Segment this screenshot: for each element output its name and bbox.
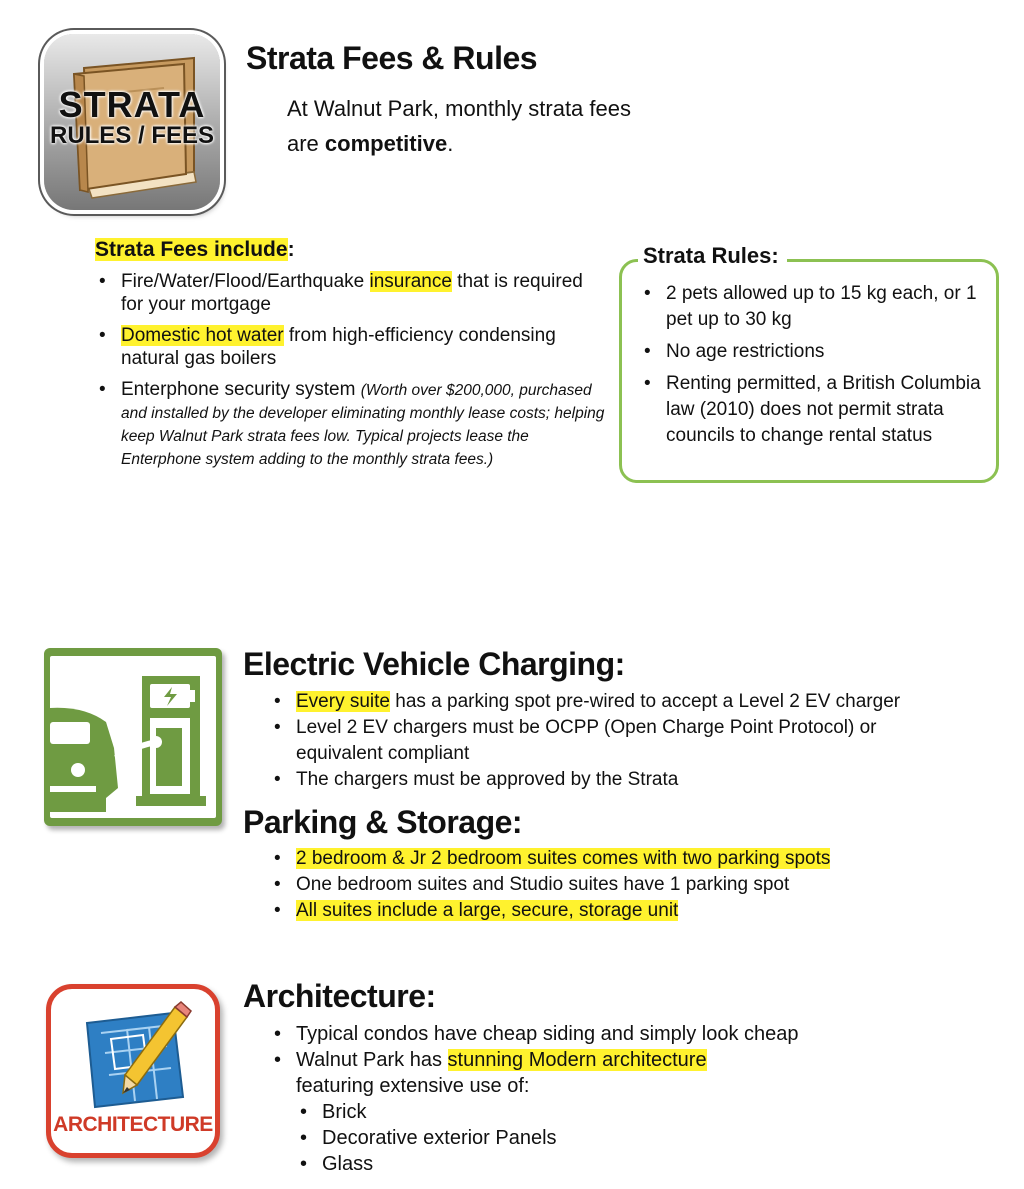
- list-item: [270, 1047, 890, 1099]
- list-item: [270, 898, 950, 924]
- strata-fees-title: [95, 238, 605, 262]
- arch-item-text: Walnut Park has: [296, 1049, 448, 1071]
- ev-charging-icon: [44, 648, 222, 826]
- fee-item-note: (Worth over $200,000, purchased and installed by the developer eliminating monthly lease costs; helping keep Walnut Park strata fees low. Typical projects lease the Enterphone system adding to the monthly strata fees.): [121, 382, 605, 468]
- parking-heading: Parking & Storage:: [243, 804, 523, 840]
- parking-list: [270, 846, 950, 924]
- strata-fees-list: [95, 270, 605, 470]
- strata-rules-title: Strata Rules:: [638, 243, 787, 269]
- strata-intro-line1: At Walnut Park, monthly strata fees: [287, 96, 631, 121]
- fee-item-text: Fire/Water/Flood/Earthquake: [121, 271, 370, 292]
- list-item: • Renting permitted, a British Columbia law (2010) does not permit strata councils to change rental status: [640, 371, 990, 449]
- ev-list: [270, 689, 950, 793]
- list-item: • The chargers must be approved by the Strata: [270, 767, 950, 793]
- architecture-list: [270, 1021, 890, 1099]
- strata-rules-list: [640, 281, 990, 455]
- ev-item-text: has a parking spot pre-wired to accept a Level 2 EV charger: [389, 691, 901, 712]
- strata-intro: [287, 91, 707, 161]
- list-item: [95, 324, 605, 370]
- list-item: [95, 270, 605, 316]
- icon-text-strata: STRATA: [58, 84, 206, 125]
- architecture-icon-label: ARCHITECTURE: [53, 1113, 213, 1136]
- strata-fees-title-colon: :: [287, 238, 295, 261]
- arch-item-text: featuring extensive use of:: [296, 1075, 530, 1097]
- strata-fees-title-text: Strata Fees include: [95, 238, 288, 261]
- list-item: • Glass: [296, 1151, 696, 1177]
- list-item: • Decorative exterior Panels: [296, 1125, 696, 1151]
- list-item: [270, 689, 950, 715]
- list-item: [95, 378, 605, 470]
- strata-intro-bold: competitive: [324, 131, 448, 156]
- architecture-icon: [46, 984, 220, 1158]
- architecture-heading: Architecture:: [243, 978, 436, 1014]
- list-item: • Brick: [296, 1099, 696, 1125]
- list-item: • One bedroom suites and Studio suites have 1 parking spot: [270, 872, 950, 898]
- car-charger-icon: [44, 648, 222, 826]
- ev-heading: Electric Vehicle Charging:: [243, 646, 625, 682]
- strata-intro-end: .: [447, 131, 454, 156]
- icon-text-rules-fees: RULES / FEES: [49, 122, 215, 149]
- arch-item-highlight: stunning Modern architecture: [447, 1049, 707, 1071]
- fee-item-text: that is required for your mortgage: [121, 271, 583, 315]
- list-item: • 2 pets allowed up to 15 kg each, or 1 pet up to 30 kg: [640, 281, 990, 333]
- architecture-materials-list: [296, 1099, 696, 1177]
- strata-fees-block: [95, 238, 605, 470]
- parking-item-highlight: 2 bedroom & Jr 2 bedroom suites comes with two parking spots: [296, 848, 831, 869]
- fee-item-highlight: Domestic hot water: [121, 325, 284, 346]
- ev-item-highlight: Every suite: [296, 691, 390, 712]
- strata-rules-fees-icon: [44, 34, 220, 210]
- strata-intro-mid: are: [287, 131, 325, 156]
- parking-item-highlight: All suites include a large, secure, storage unit: [296, 900, 679, 921]
- list-item: • Typical condos have cheap siding and simply look cheap: [270, 1021, 890, 1047]
- fee-item-highlight: insurance: [369, 271, 452, 292]
- list-item: [270, 846, 950, 872]
- list-item: • No age restrictions: [640, 339, 990, 365]
- fee-item-text: from high-efficiency condensing natural gas boilers: [121, 325, 556, 369]
- strata-heading: Strata Fees & Rules: [246, 40, 538, 76]
- list-item: • Level 2 EV chargers must be OCPP (Open Charge Point Protocol) or equivalent compliant: [270, 715, 950, 767]
- fee-item-text: Enterphone security system: [121, 379, 361, 400]
